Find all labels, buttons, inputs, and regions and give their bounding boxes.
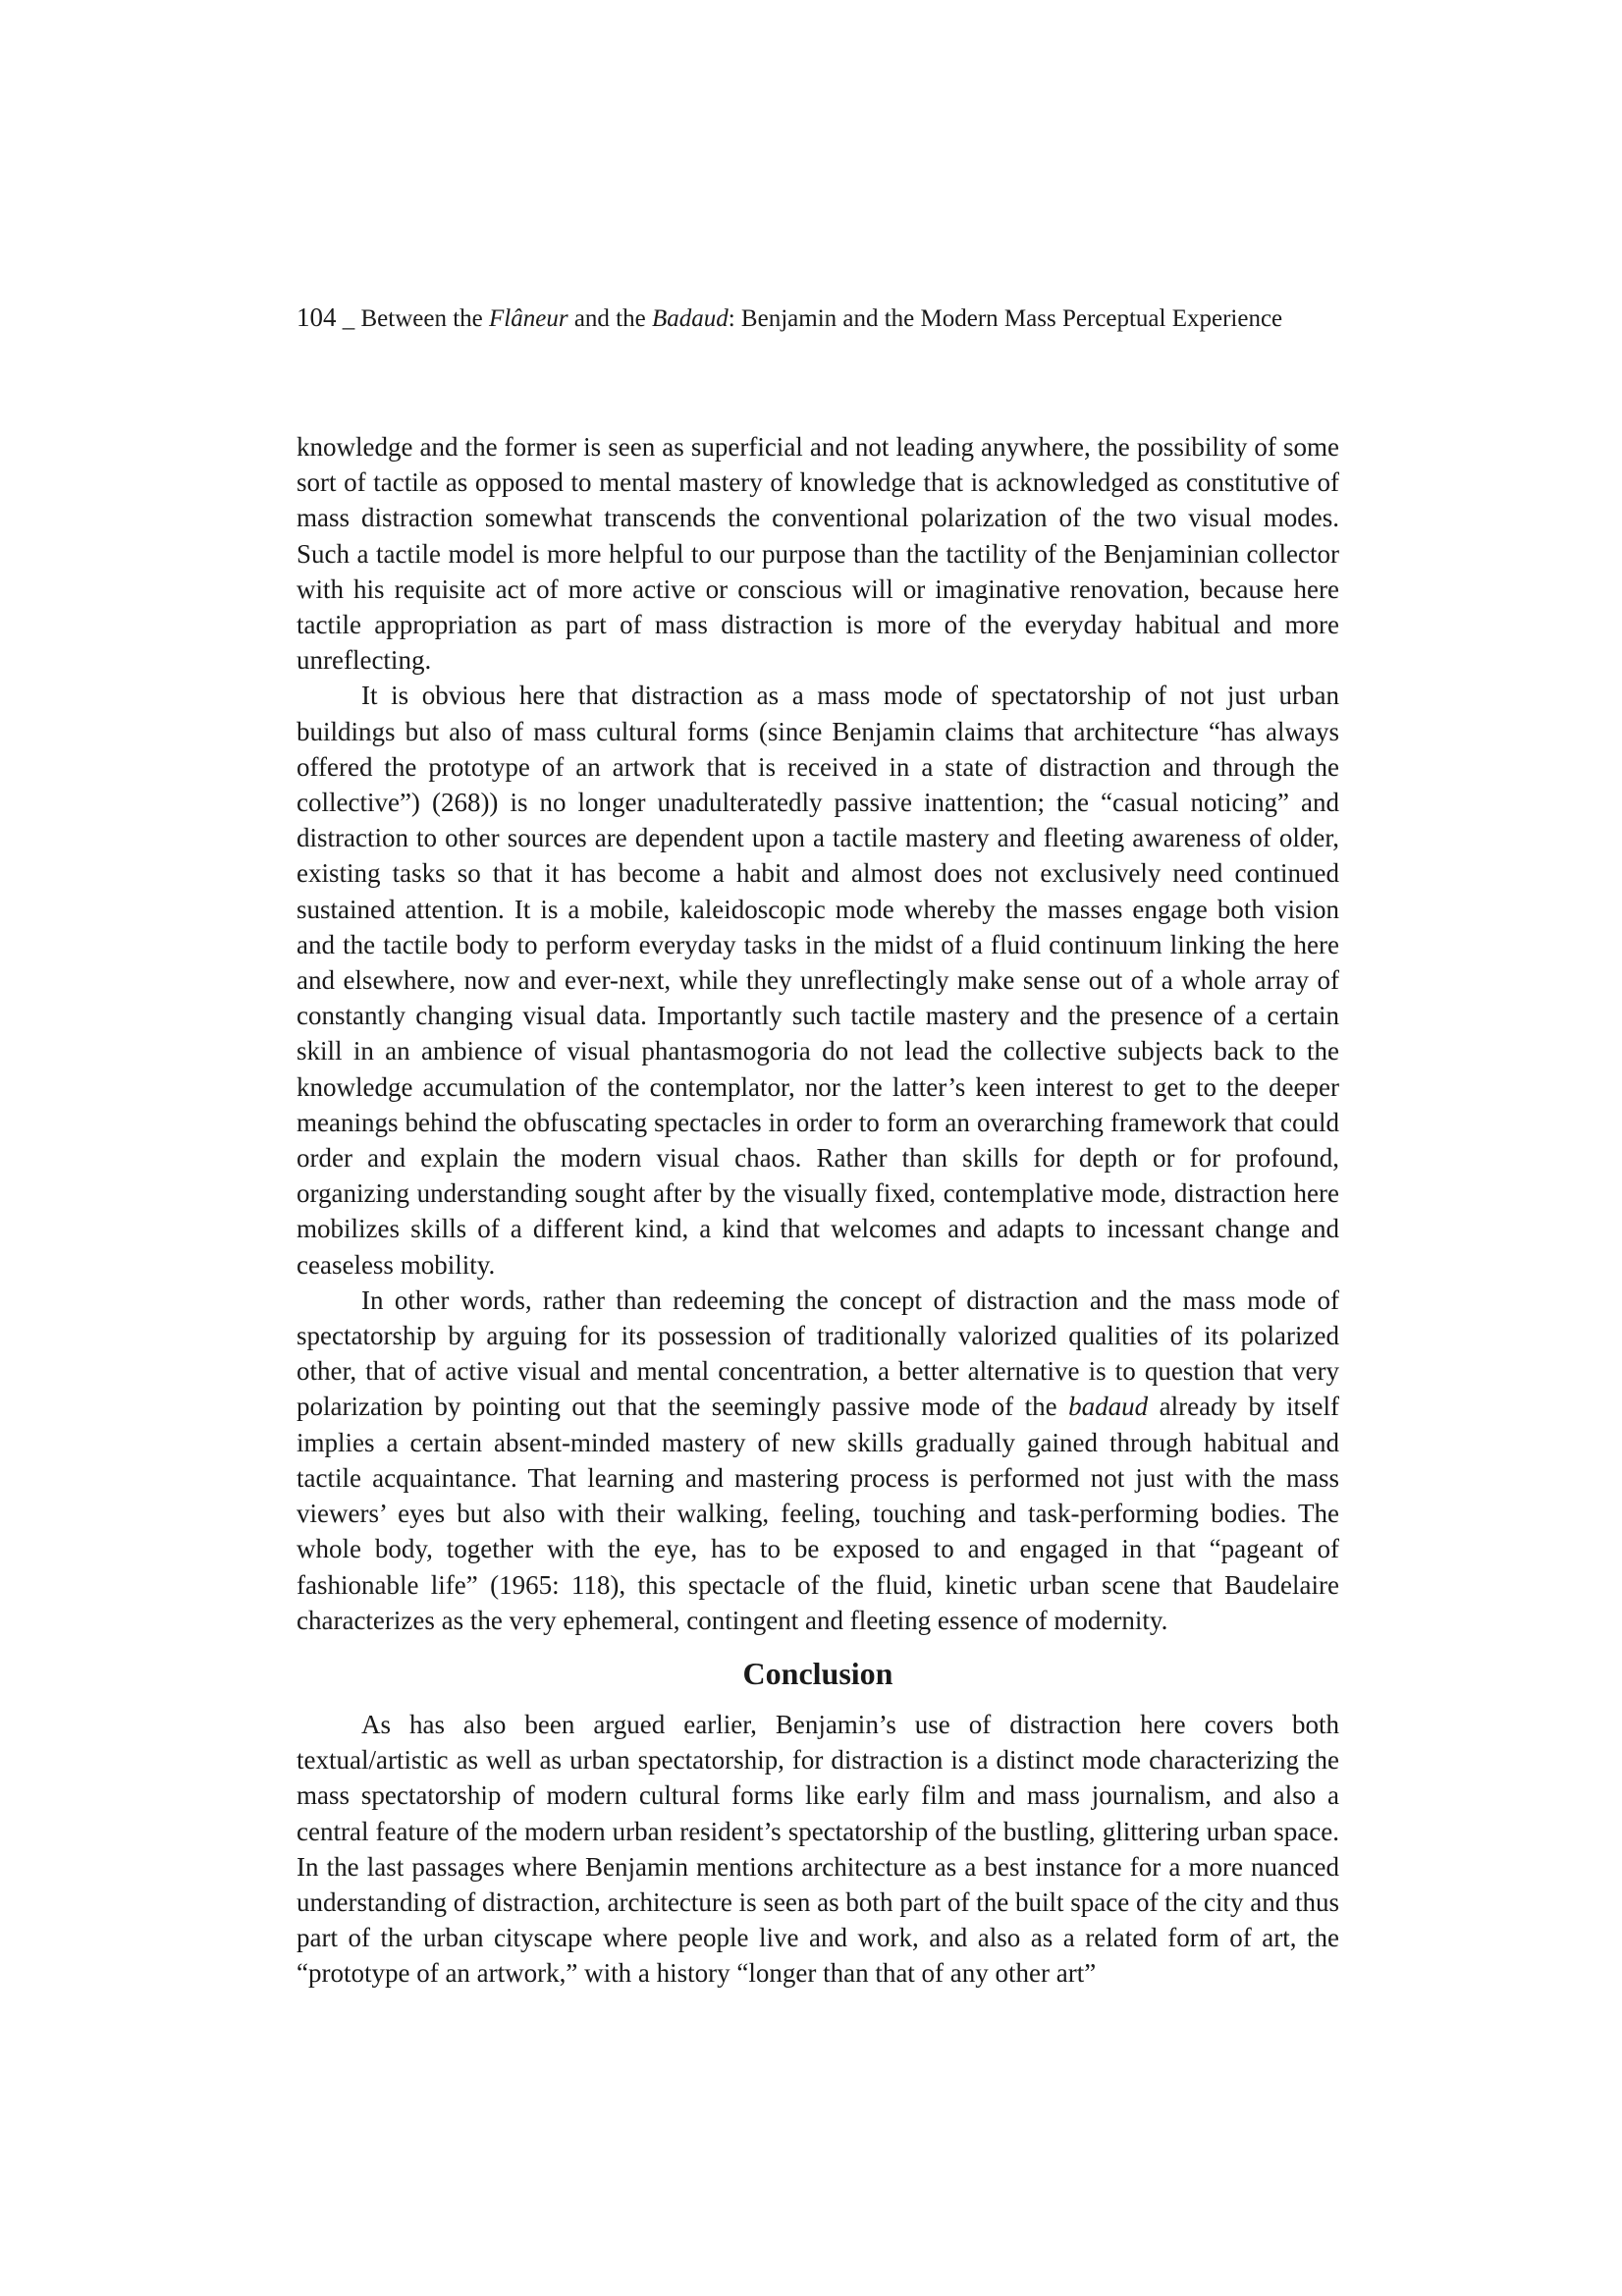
running-head	[297, 301, 1337, 336]
paragraph-2: It is obvious here that distraction as a mass mode of spectatorship of not just urban buildings but also of mass cultural forms (since Benjamin claims that architecture “has always offered the prototype of an artwork that is received in a state of distraction and through the collective”) (268)) is no longer unadulteratedly passive inattention; the “casual noticing” and distraction to other sources are dependent upon a tactile mastery and fleeting awareness of older, existing tasks so that it has become a habit and almost does not exclusively need continued sustained attention. It is a mobile, kaleidoscopic mode whereby the masses engage both vision and the tactile body to perform everyday tasks in the midst of a fluid continuum linking the here and elsewhere, now and ever-next, while they unreflectingly make sense out of a whole array of constantly changing visual data. Importantly such tactile mastery and the presence of a certain skill in an ambience of visual phantasmogoria do not lead the collective subjects back to the knowledge accumulation of the contemplator, nor the latter’s keen interest to get to the deeper meanings behind the obfuscating spectacles in order to form an overarching framework that could order and explain the modern visual chaos. Rather than skills for depth or for profound, organizing understanding sought after by the visually fixed, contemplative mode, distraction here mobilizes skills of a different kind, a kind that welcomes and adapts to incessant change and ceaseless mobility.	[297, 681, 1339, 1280]
page-number: 104	[297, 302, 337, 332]
paragraph-3-after: already by itself implies a certain absent-minded mastery of new skills gradually gained through habitual and tactile acquaintance. That learning and mastering process is performed not just with the mass viewers’ eyes but also with their walking, feeling, touching and task-performing bodies. The whole body, together with the eye, has to be exposed to and engaged in that “pageant of fashionable life” (1965: 118), this spectacle of the fluid, kinetic urban scene that Baudelaire characterizes as the very ephemeral, contingent and fleeting essence of modernity.	[297, 1392, 1339, 1635]
running-head-title-part1: Between the	[360, 305, 490, 332]
running-head-title-part3: : Benjamin and the Modern Mass Perceptual Experience	[728, 305, 1283, 332]
running-head-title-badaud: Badaud	[651, 305, 729, 332]
section-heading-conclusion: Conclusion	[742, 1655, 893, 1691]
paragraph-1: knowledge and the former is seen as superficial and not leading anywhere, the possibility of some sort of tactile as opposed to mental mastery of knowledge that is acknowledged as constitutive of mass distraction somewhat transcends the conventional polarization of the two visual modes. Such a tactile model is more helpful to our purpose than the tactility of the Benjaminian collector with his requisite act of more active or conscious will or imaginative renovation, because here tactile appropriation as part of mass distraction is more of the everyday habitual and more unreflecting.	[297, 432, 1339, 676]
running-head-title-part2: and the	[568, 305, 652, 332]
body-text	[297, 429, 1339, 1992]
paragraph-3-before: In other words, rather than redeeming the concept of distraction and the mass mode of spectatorship by arguing for its possession of traditionally valorized qualities of its polarized other, that of active visual and mental concentration, a better alternative is to question that very polarization by pointing out that the seemingly passive mode of the	[297, 1285, 1339, 1422]
paragraph-4: As has also been argued earlier, Benjamin’s use of distraction here covers both textual/artistic as well as urban spectatorship, for distraction is a distinct mode characterizing the mass spectatorship of modern cultural forms like early film and mass journalism, and also a central feature of the modern urban resident’s spectatorship of the bustling, glittering urban space. In the last passages where Benjamin mentions architecture as a best instance for a more nuanced understanding of distraction, architecture is seen as both part of the built space of the city and thus part of the urban cityscape where people live and work, and also as a related form of art, the “prototype of an artwork,” with a history “longer than that of any other art”	[297, 1709, 1339, 1989]
paragraph-3-badaud: badaud	[1068, 1392, 1149, 1422]
running-head-separator: _	[336, 305, 361, 332]
paragraph-3	[297, 1283, 1339, 1638]
running-head-title-flaneur: Flâneur	[489, 305, 568, 332]
